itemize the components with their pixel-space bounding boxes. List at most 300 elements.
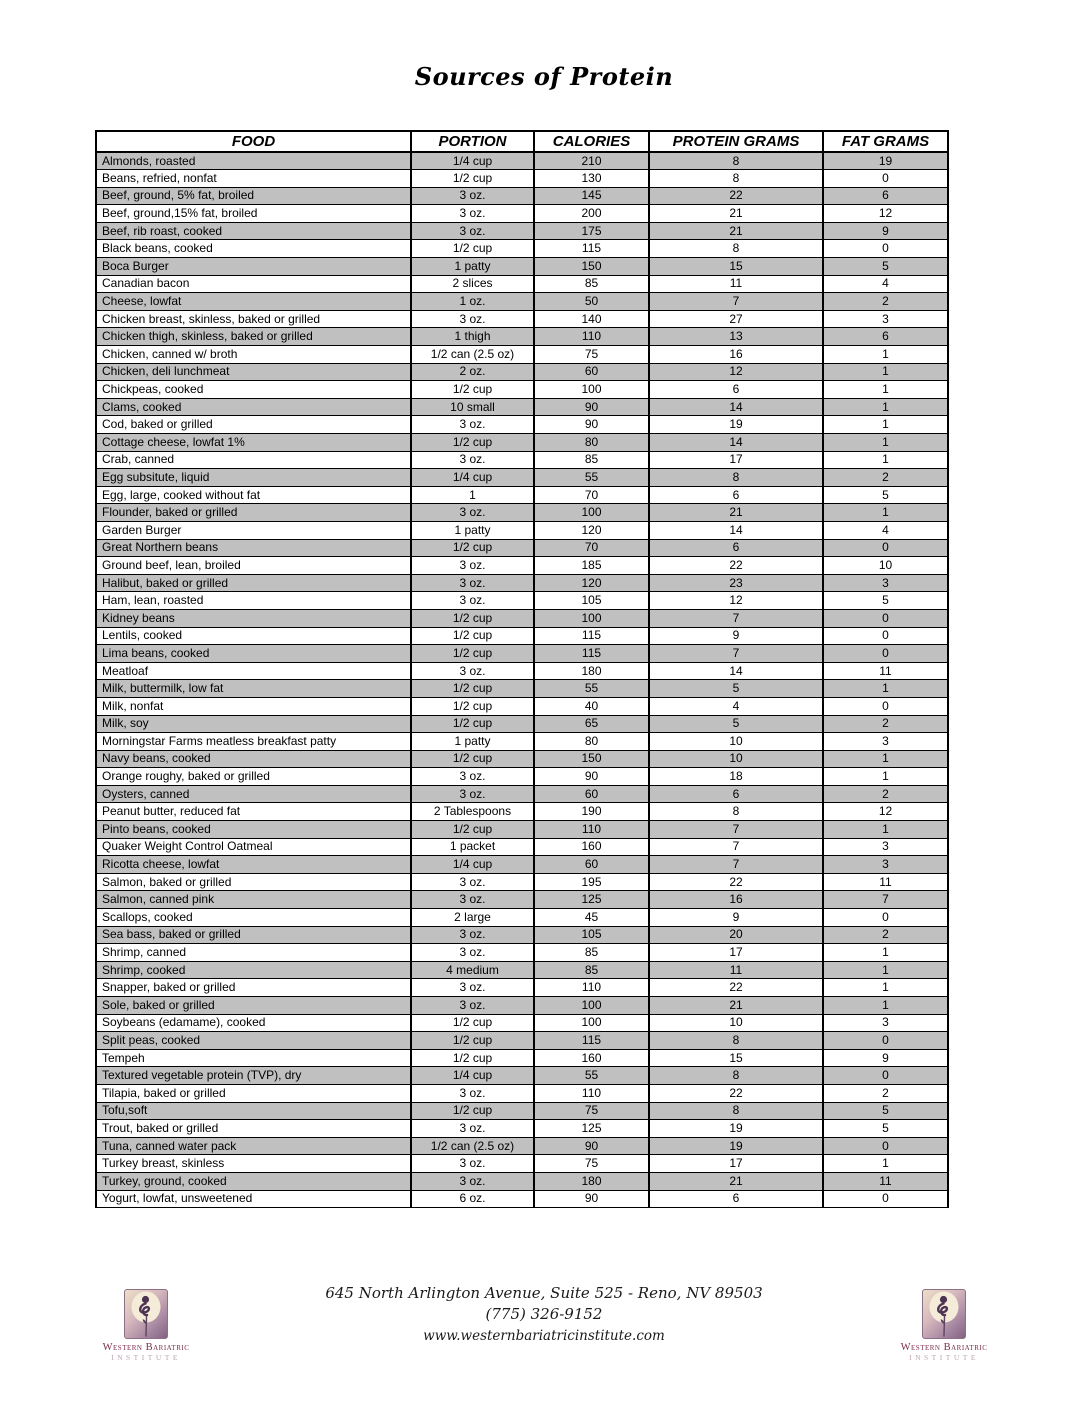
protein-grams-cell: 16: [649, 891, 823, 909]
table-row: [96, 434, 948, 452]
protein-grams-cell: 10: [649, 1014, 823, 1032]
fat-grams-cell: 2: [823, 926, 948, 944]
table-row: [96, 152, 948, 170]
table-body: [96, 152, 948, 1208]
protein-grams-cell: 16: [649, 346, 823, 364]
table-row: [96, 240, 948, 258]
food-cell: Turkey, ground, cooked: [96, 1172, 411, 1190]
fat-grams-cell: 9: [823, 222, 948, 240]
table-row: [96, 873, 948, 891]
table-row: [96, 205, 948, 223]
calories-cell: 130: [534, 170, 649, 188]
food-cell: Sea bass, baked or grilled: [96, 926, 411, 944]
food-cell: Crab, canned: [96, 451, 411, 469]
table-row: [96, 1120, 948, 1138]
protein-grams-cell: 14: [649, 662, 823, 680]
protein-grams-cell: 6: [649, 539, 823, 557]
portion-cell: 3 oz.: [411, 944, 534, 962]
fat-grams-cell: 1: [823, 416, 948, 434]
fat-grams-cell: 4: [823, 275, 948, 293]
fat-grams-cell: 0: [823, 1032, 948, 1050]
food-cell: Kidney beans: [96, 609, 411, 627]
footer-address: 645 North Arlington Avenue, Suite 525 - Reno, NV 89503: [325, 1284, 763, 1302]
table-row: [96, 1084, 948, 1102]
fat-grams-cell: 3: [823, 733, 948, 751]
food-cell: Ricotta cheese, lowfat: [96, 856, 411, 874]
calories-cell: 85: [534, 944, 649, 962]
protein-grams-cell: 6: [649, 381, 823, 399]
protein-grams-cell: 11: [649, 275, 823, 293]
portion-cell: 3 oz.: [411, 768, 534, 786]
calories-cell: 115: [534, 1032, 649, 1050]
table-row: [96, 469, 948, 487]
food-cell: Tuna, canned water pack: [96, 1137, 411, 1155]
food-cell: Soybeans (edamame), cooked: [96, 1014, 411, 1032]
calories-cell: 175: [534, 222, 649, 240]
food-cell: Cottage cheese, lowfat 1%: [96, 434, 411, 452]
fat-grams-cell: 1: [823, 961, 948, 979]
fat-grams-cell: 1: [823, 504, 948, 522]
table-row: [96, 310, 948, 328]
calories-cell: 105: [534, 592, 649, 610]
calories-cell: 190: [534, 803, 649, 821]
food-cell: Beef, ground, 5% fat, broiled: [96, 187, 411, 205]
portion-cell: 2 Tablespoons: [411, 803, 534, 821]
protein-grams-cell: 21: [649, 205, 823, 223]
portion-cell: 1/2 cup: [411, 821, 534, 839]
table-row: [96, 821, 948, 839]
portion-cell: 3 oz.: [411, 205, 534, 223]
fat-grams-cell: 5: [823, 1102, 948, 1120]
table-row: [96, 785, 948, 803]
fat-grams-cell: 5: [823, 486, 948, 504]
food-cell: Chicken thigh, skinless, baked or grilled: [96, 328, 411, 346]
fat-grams-cell: 0: [823, 909, 948, 927]
calories-cell: 75: [534, 1102, 649, 1120]
fat-grams-cell: 19: [823, 152, 948, 170]
fat-grams-cell: 1: [823, 363, 948, 381]
fat-grams-cell: 1: [823, 346, 948, 364]
portion-cell: 1/2 cup: [411, 381, 534, 399]
table-row: [96, 1049, 948, 1067]
table-row: [96, 574, 948, 592]
table-header-row: [96, 131, 948, 152]
protein-grams-cell: 18: [649, 768, 823, 786]
table-row: [96, 557, 948, 575]
protein-grams-cell: 21: [649, 1172, 823, 1190]
protein-grams-cell: 21: [649, 504, 823, 522]
protein-grams-cell: 17: [649, 944, 823, 962]
calories-cell: 160: [534, 1049, 649, 1067]
table-row: [96, 1155, 948, 1173]
table-row: [96, 504, 948, 522]
calories-cell: 160: [534, 838, 649, 856]
table-row: [96, 346, 948, 364]
calories-cell: 110: [534, 1084, 649, 1102]
portion-cell: 1/2 cup: [411, 680, 534, 698]
protein-grams-cell: 15: [649, 258, 823, 276]
table-row: [96, 697, 948, 715]
calories-cell: 80: [534, 733, 649, 751]
portion-cell: 3 oz.: [411, 1172, 534, 1190]
food-cell: Cod, baked or grilled: [96, 416, 411, 434]
fat-grams-cell: 2: [823, 293, 948, 311]
calories-cell: 125: [534, 1120, 649, 1138]
portion-cell: 3 oz.: [411, 504, 534, 522]
fat-grams-cell: 1: [823, 451, 948, 469]
table-row: [96, 293, 948, 311]
portion-cell: 3 oz.: [411, 1120, 534, 1138]
protein-grams-cell: 10: [649, 733, 823, 751]
footer-website: www.westernbariatricinstitute.com: [423, 1328, 665, 1344]
food-cell: Chicken, deli lunchmeat: [96, 363, 411, 381]
protein-grams-cell: 10: [649, 750, 823, 768]
food-cell: Meatloaf: [96, 662, 411, 680]
table-row: [96, 187, 948, 205]
portion-cell: 3 oz.: [411, 979, 534, 997]
food-cell: Egg, large, cooked without fat: [96, 486, 411, 504]
page-footer: [0, 1283, 1088, 1362]
footer-phone: (775) 326-9152: [485, 1305, 603, 1323]
table-row: [96, 1172, 948, 1190]
food-cell: Tilapia, baked or grilled: [96, 1084, 411, 1102]
figure-icon: [923, 1290, 967, 1340]
food-cell: Quaker Weight Control Oatmeal: [96, 838, 411, 856]
fat-grams-cell: 3: [823, 310, 948, 328]
portion-cell: 3 oz.: [411, 926, 534, 944]
food-cell: Chicken breast, skinless, baked or grilled: [96, 310, 411, 328]
table-row: [96, 363, 948, 381]
protein-table: [95, 130, 949, 1208]
table-row: [96, 275, 948, 293]
calories-cell: 45: [534, 909, 649, 927]
portion-cell: 1/2 cup: [411, 697, 534, 715]
protein-grams-cell: 5: [649, 680, 823, 698]
fat-grams-cell: 3: [823, 856, 948, 874]
portion-cell: 1/2 cup: [411, 609, 534, 627]
fat-grams-cell: 12: [823, 205, 948, 223]
food-cell: Snapper, baked or grilled: [96, 979, 411, 997]
protein-grams-cell: 8: [649, 803, 823, 821]
fat-grams-cell: 0: [823, 609, 948, 627]
fat-grams-cell: 5: [823, 258, 948, 276]
food-cell: Textured vegetable protein (TVP), dry: [96, 1067, 411, 1085]
food-cell: Tofu,soft: [96, 1102, 411, 1120]
protein-grams-cell: 8: [649, 469, 823, 487]
calories-cell: 185: [534, 557, 649, 575]
calories-cell: 150: [534, 258, 649, 276]
protein-grams-cell: 22: [649, 979, 823, 997]
fat-grams-cell: 1: [823, 680, 948, 698]
portion-cell: 1/4 cup: [411, 1067, 534, 1085]
portion-cell: 1/2 cup: [411, 627, 534, 645]
fat-grams-cell: 3: [823, 574, 948, 592]
food-cell: Ham, lean, roasted: [96, 592, 411, 610]
fat-grams-cell: 1: [823, 398, 948, 416]
calories-cell: 80: [534, 434, 649, 452]
protein-grams-cell: 6: [649, 785, 823, 803]
fat-grams-cell: 11: [823, 662, 948, 680]
portion-cell: 1/2 cup: [411, 750, 534, 768]
table-row: [96, 803, 948, 821]
table-row: [96, 521, 948, 539]
portion-cell: 1/2 cup: [411, 240, 534, 258]
fat-grams-cell: 1: [823, 768, 948, 786]
calories-cell: 115: [534, 627, 649, 645]
calories-cell: 120: [534, 574, 649, 592]
protein-grams-cell: 8: [649, 152, 823, 170]
calories-cell: 90: [534, 1190, 649, 1208]
food-cell: Shrimp, canned: [96, 944, 411, 962]
protein-grams-cell: 8: [649, 1102, 823, 1120]
food-cell: Sole, baked or grilled: [96, 997, 411, 1015]
calories-cell: 70: [534, 539, 649, 557]
portion-cell: 1/2 can (2.5 oz): [411, 1137, 534, 1155]
portion-cell: 3 oz.: [411, 416, 534, 434]
protein-grams-cell: 27: [649, 310, 823, 328]
table-row: [96, 944, 948, 962]
protein-grams-cell: 6: [649, 486, 823, 504]
fat-grams-cell: 2: [823, 715, 948, 733]
table-row: [96, 891, 948, 909]
fat-grams-cell: 0: [823, 240, 948, 258]
western-bariatric-logo-icon: [124, 1289, 168, 1339]
food-cell: Beef, ground,15% fat, broiled: [96, 205, 411, 223]
fat-grams-cell: 0: [823, 539, 948, 557]
portion-cell: 3 oz.: [411, 451, 534, 469]
calories-cell: 85: [534, 275, 649, 293]
portion-cell: 1/2 cup: [411, 1032, 534, 1050]
table-row: [96, 381, 948, 399]
calories-cell: 180: [534, 1172, 649, 1190]
calories-cell: 85: [534, 451, 649, 469]
protein-grams-cell: 14: [649, 521, 823, 539]
calories-cell: 100: [534, 997, 649, 1015]
table-row: [96, 416, 948, 434]
table-row: [96, 328, 948, 346]
food-cell: Beef, rib roast, cooked: [96, 222, 411, 240]
calories-cell: 100: [534, 1014, 649, 1032]
food-cell: Flounder, baked or grilled: [96, 504, 411, 522]
portion-cell: 1/2 cup: [411, 715, 534, 733]
fat-grams-cell: 11: [823, 1172, 948, 1190]
protein-grams-cell: 22: [649, 557, 823, 575]
fat-grams-cell: 10: [823, 557, 948, 575]
portion-cell: 1/2 cup: [411, 434, 534, 452]
table-row: [96, 979, 948, 997]
calories-cell: 195: [534, 873, 649, 891]
table-row: [96, 856, 948, 874]
protein-grams-cell: 9: [649, 627, 823, 645]
portion-cell: 3 oz.: [411, 187, 534, 205]
food-cell: Halibut, baked or grilled: [96, 574, 411, 592]
protein-grams-cell: 22: [649, 1084, 823, 1102]
food-cell: Trout, baked or grilled: [96, 1120, 411, 1138]
food-cell: Great Northern beans: [96, 539, 411, 557]
column-header-portion: PORTION: [411, 131, 534, 152]
calories-cell: 60: [534, 785, 649, 803]
fat-grams-cell: 1: [823, 979, 948, 997]
food-cell: Pinto beans, cooked: [96, 821, 411, 839]
protein-grams-cell: 7: [649, 856, 823, 874]
table-row: [96, 170, 948, 188]
food-cell: Shrimp, cooked: [96, 961, 411, 979]
logo-name-text: Western Bariatric: [102, 1342, 190, 1353]
calories-cell: 75: [534, 346, 649, 364]
portion-cell: 1/4 cup: [411, 152, 534, 170]
food-cell: Clams, cooked: [96, 398, 411, 416]
table-row: [96, 768, 948, 786]
portion-cell: 1/2 can (2.5 oz): [411, 346, 534, 364]
fat-grams-cell: 3: [823, 1014, 948, 1032]
portion-cell: 1/2 cup: [411, 170, 534, 188]
calories-cell: 140: [534, 310, 649, 328]
food-cell: Scallops, cooked: [96, 909, 411, 927]
protein-grams-cell: 7: [649, 293, 823, 311]
portion-cell: 10 small: [411, 398, 534, 416]
food-cell: Split peas, cooked: [96, 1032, 411, 1050]
protein-grams-cell: 12: [649, 363, 823, 381]
calories-cell: 150: [534, 750, 649, 768]
column-header-food: FOOD: [96, 131, 411, 152]
portion-cell: 4 medium: [411, 961, 534, 979]
table-row: [96, 715, 948, 733]
fat-grams-cell: 1: [823, 381, 948, 399]
table-row: [96, 926, 948, 944]
table-row: [96, 1014, 948, 1032]
table-row: [96, 592, 948, 610]
calories-cell: 90: [534, 398, 649, 416]
portion-cell: 1 oz.: [411, 293, 534, 311]
fat-grams-cell: 3: [823, 838, 948, 856]
table-row: [96, 838, 948, 856]
portion-cell: 2 large: [411, 909, 534, 927]
calories-cell: 70: [534, 486, 649, 504]
calories-cell: 100: [534, 381, 649, 399]
protein-grams-cell: 22: [649, 873, 823, 891]
food-cell: Salmon, canned pink: [96, 891, 411, 909]
page-title: Sources of Protein: [414, 62, 674, 91]
table-row: [96, 398, 948, 416]
calories-cell: 75: [534, 1155, 649, 1173]
fat-grams-cell: 1: [823, 434, 948, 452]
calories-cell: 90: [534, 768, 649, 786]
food-cell: Black beans, cooked: [96, 240, 411, 258]
food-cell: Lima beans, cooked: [96, 645, 411, 663]
protein-grams-cell: 17: [649, 1155, 823, 1173]
food-cell: Cheese, lowfat: [96, 293, 411, 311]
protein-grams-cell: 8: [649, 240, 823, 258]
calories-cell: 110: [534, 979, 649, 997]
portion-cell: 2 slices: [411, 275, 534, 293]
portion-cell: 1/4 cup: [411, 469, 534, 487]
portion-cell: 1/2 cup: [411, 1049, 534, 1067]
protein-grams-cell: 11: [649, 961, 823, 979]
portion-cell: 3 oz.: [411, 1155, 534, 1173]
western-bariatric-logo-right: [896, 1289, 992, 1362]
portion-cell: 3 oz.: [411, 592, 534, 610]
food-cell: Milk, soy: [96, 715, 411, 733]
portion-cell: 3 oz.: [411, 662, 534, 680]
protein-grams-cell: 7: [649, 645, 823, 663]
calories-cell: 100: [534, 609, 649, 627]
calories-cell: 200: [534, 205, 649, 223]
protein-grams-cell: 9: [649, 909, 823, 927]
table-row: [96, 662, 948, 680]
table-row: [96, 1102, 948, 1120]
calories-cell: 115: [534, 240, 649, 258]
food-cell: Canadian bacon: [96, 275, 411, 293]
food-cell: Chickpeas, cooked: [96, 381, 411, 399]
fat-grams-cell: 6: [823, 187, 948, 205]
food-cell: Turkey breast, skinless: [96, 1155, 411, 1173]
protein-grams-cell: 12: [649, 592, 823, 610]
logo-institute-text: INSTITUTE: [111, 1353, 181, 1362]
food-cell: Milk, buttermilk, low fat: [96, 680, 411, 698]
portion-cell: 1 patty: [411, 733, 534, 751]
calories-cell: 100: [534, 504, 649, 522]
calories-cell: 50: [534, 293, 649, 311]
fat-grams-cell: 1: [823, 944, 948, 962]
protein-grams-cell: 21: [649, 222, 823, 240]
calories-cell: 210: [534, 152, 649, 170]
portion-cell: 2 oz.: [411, 363, 534, 381]
food-cell: Garden Burger: [96, 521, 411, 539]
calories-cell: 60: [534, 363, 649, 381]
food-cell: Salmon, baked or grilled: [96, 873, 411, 891]
food-cell: Boca Burger: [96, 258, 411, 276]
portion-cell: 1/2 cup: [411, 1014, 534, 1032]
table-row: [96, 1190, 948, 1208]
column-header-calories: CALORIES: [534, 131, 649, 152]
calories-cell: 40: [534, 697, 649, 715]
fat-grams-cell: 2: [823, 469, 948, 487]
western-bariatric-logo-icon: [922, 1289, 966, 1339]
table-row: [96, 627, 948, 645]
protein-grams-cell: 8: [649, 170, 823, 188]
fat-grams-cell: 11: [823, 873, 948, 891]
calories-cell: 180: [534, 662, 649, 680]
calories-cell: 65: [534, 715, 649, 733]
protein-grams-cell: 6: [649, 1190, 823, 1208]
fat-grams-cell: 5: [823, 1120, 948, 1138]
fat-grams-cell: 2: [823, 785, 948, 803]
portion-cell: 1 packet: [411, 838, 534, 856]
table-row: [96, 486, 948, 504]
table-row: [96, 222, 948, 240]
food-cell: Ground beef, lean, broiled: [96, 557, 411, 575]
fat-grams-cell: 0: [823, 697, 948, 715]
table-row: [96, 733, 948, 751]
food-cell: Chicken, canned w/ broth: [96, 346, 411, 364]
protein-grams-cell: 5: [649, 715, 823, 733]
table-row: [96, 1137, 948, 1155]
food-cell: Almonds, roasted: [96, 152, 411, 170]
calories-cell: 85: [534, 961, 649, 979]
portion-cell: 1/4 cup: [411, 856, 534, 874]
column-header-protein-grams: PROTEIN GRAMS: [649, 131, 823, 152]
portion-cell: 1: [411, 486, 534, 504]
food-cell: Milk, nonfat: [96, 697, 411, 715]
protein-grams-cell: 23: [649, 574, 823, 592]
calories-cell: 55: [534, 680, 649, 698]
portion-cell: 3 oz.: [411, 1084, 534, 1102]
fat-grams-cell: 0: [823, 1137, 948, 1155]
fat-grams-cell: 6: [823, 328, 948, 346]
portion-cell: 3 oz.: [411, 222, 534, 240]
protein-grams-cell: 7: [649, 821, 823, 839]
figure-icon: [125, 1290, 169, 1340]
